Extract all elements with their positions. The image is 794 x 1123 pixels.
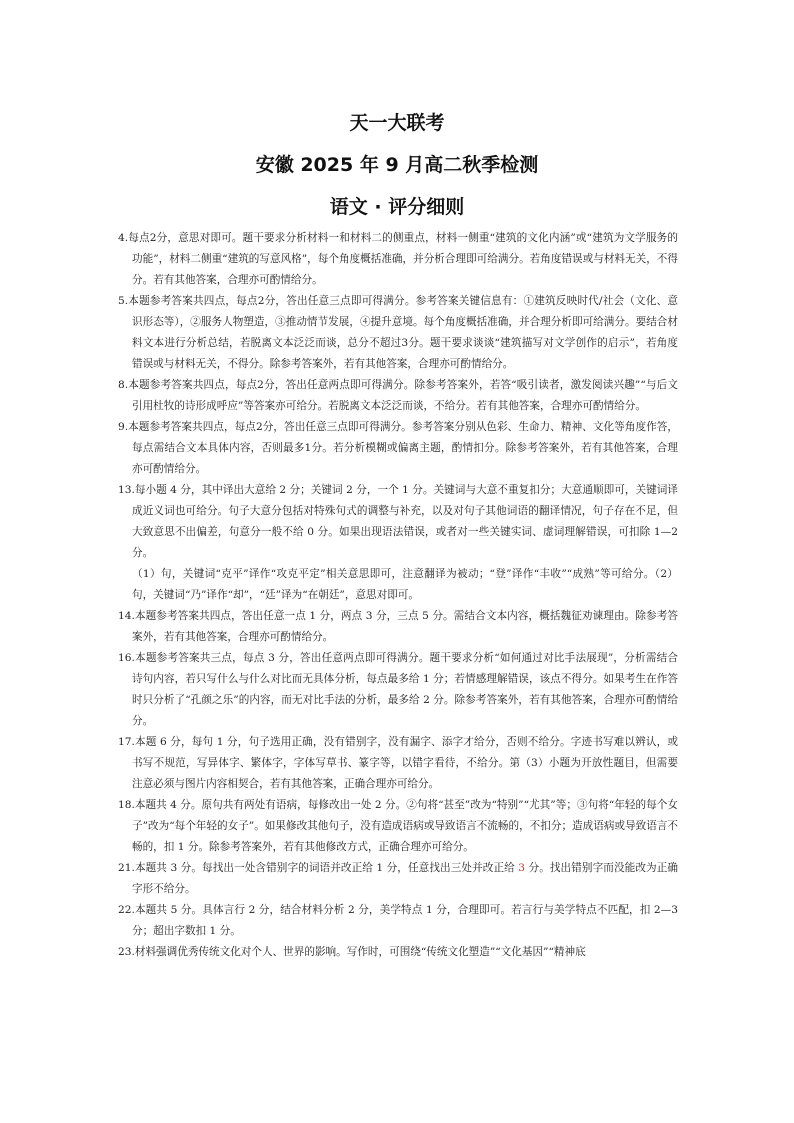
rubric-item-21 — [118, 858, 678, 900]
rubric-item-22: 22.本题共 5 分。具体言行 2 分，结合材料分析 2 分，美学特点 1 分，合理即可。若言行与美学特点不匹配，扣 2—3 分；超出字数扣 1 分。 — [118, 904, 678, 937]
rubric-item-21-highlight: 3 — [518, 862, 526, 874]
rubric-item-23: 23.材料强调优秀传统文化对个人、世界的影响。写作时，可围绕“传统文化塑造”“文化基因”“精神底 — [118, 946, 586, 958]
rubric-item-8: 8.本题参考答案共四点，每点2分，答出任意两点即可得满分。除参考答案外，若答“吸引读者，激发阅读兴趣”“与后文引用杜牧的诗形成呼应”等答案亦可给分。若脱离文本泛泛而谈，不给分。若有其他答案，合理亦可酌情给分。 — [118, 379, 678, 412]
exam-name-title: 安徽 2025 年 9 月高二秋季检测 — [255, 154, 539, 176]
rubric-item-21-part2: 分。找出错别字而没能改为正确字形不给分。 — [132, 862, 678, 895]
rubric-item-5: 5.本题参考答案共四点，每点2分，答出任意三点即可得满分。参考答案关键信息有：①建筑反映时代/社会（文化、意识形态等），②服务人物塑造，③推动情节发展，④提升意境。每个角度概括准确，并合理分析即可给满分。要结合材料文本进行分析总结，若脱离文本泛泛而谈，总分不超过3分。题干要求谈谈“建筑描写对文学创作的启示”，若角度错误或与材料无关，不得分。除参考答案外，若有其他答案，合理亦可酌情给分。 — [118, 295, 678, 370]
exam-organizer-title: 天一大联考 — [349, 112, 445, 134]
rubric-item-14: 14.本题参考答案共四点，答出任意一点 1 分，两点 3 分，三点 5 分。需结合文本内容，概括魏征劝谏理由。除参考答案外，若有其他答案，合理亦可酌情给分。 — [118, 610, 678, 643]
rubric-item-13-detail: （1）句，关键词“克平”译作“攻克平定”相关意思即可，注意翻译为被动；“登”译作“丰收”“成熟”等可给分。（2）句，关键词“乃”译作“却”，“廷”译为“在朝廷”，意思对即可。 — [132, 568, 678, 601]
rubric-body — [118, 228, 678, 963]
rubric-item-16: 16.本题参考答案共三点，每点 3 分，答出任意两点即可得满分。题干要求分析“如何通过对比手法展现”，分析需结合诗句内容，若只写什么与什么对比而无具体分析，每点最多给 1 分；若情感理解错误，该点不得分。如果考生在作答时只分析了“孔颜之乐”的内容，而无对比手法的分析，最多给 2 分。除参考答案外，若有其他答案，合理亦可酌情给分。 — [118, 652, 678, 727]
rubric-item-18: 18.本题共 4 分。原句共有两处有语病，每修改出一处 2 分。②句将“甚至”改为“特别”“尤其”等；③句将“年轻的每个女子”改为“每个年轻的女子”。如果修改其他句子，没有造成语病或导致语言不流畅的，不扣分；造成语病或导致语言不畅的，扣 1 分。除参考答案外，若有其他修改方式，正确合理亦可给分。 — [118, 799, 678, 853]
subject-rubric-title: 语文 · 评分细则 — [329, 196, 465, 218]
rubric-item-13: 13.每小题 4 分，其中译出大意给 2 分；关键词 2 分，一个 1 分。关键词与大意不重复扣分；大意通顺即可，关键词译成近义词也可给分。句子大意分包括对特殊句式的调整与补充，以及对句子其他词语的翻译情况，句子存在不足，但大致意思不出偏差，句意分一般不给 0 分。如果出现语法错误，或者对一些关键实词、虚词理解错误，可扣除 1—2 分。 — [118, 484, 678, 559]
rubric-item-4: 4.每点2分，意思对即可。题干要求分析材料一和材料二的侧重点，材料一侧重“建筑的文化内涵”或“建筑为文学服务的功能”，材料二侧重“建筑的写意风格”，每个角度概括准确，并分析合理即可给满分。若角度错误或与材料无关，不得分。若有其他答案，合理亦可酌情给分。 — [118, 232, 678, 286]
rubric-item-17: 17.本题 6 分，每句 1 分，句子选用正确，没有错别字，没有漏字、添字才给分，否则不给分。字迹书写难以辨认，或书写不规范，写异体字、繁体字，字体写草书、篆字等，以错字看待，不给分。第（3）小题为开放性题目，但需要注意必须与图片内容相契合，若有其他答案，正确合理亦可给分。 — [118, 736, 678, 790]
rubric-item-9: 9.本题参考答案共四点，每点2分，答出任意三点即可得满分。参考答案分别从色彩、生命力、精神、文化等角度作答，每点需结合文本具体内容，否则最多1分。若分析模糊或偏离主题，酌情扣分。除参考答案外，若有其他答案，合理亦可酌情给分。 — [118, 421, 678, 475]
rubric-item-21-part1: 21.本题共 3 分。每找出一处含错别字的词语并改正给 1 分，任意找出三处并改正给 — [118, 862, 519, 874]
